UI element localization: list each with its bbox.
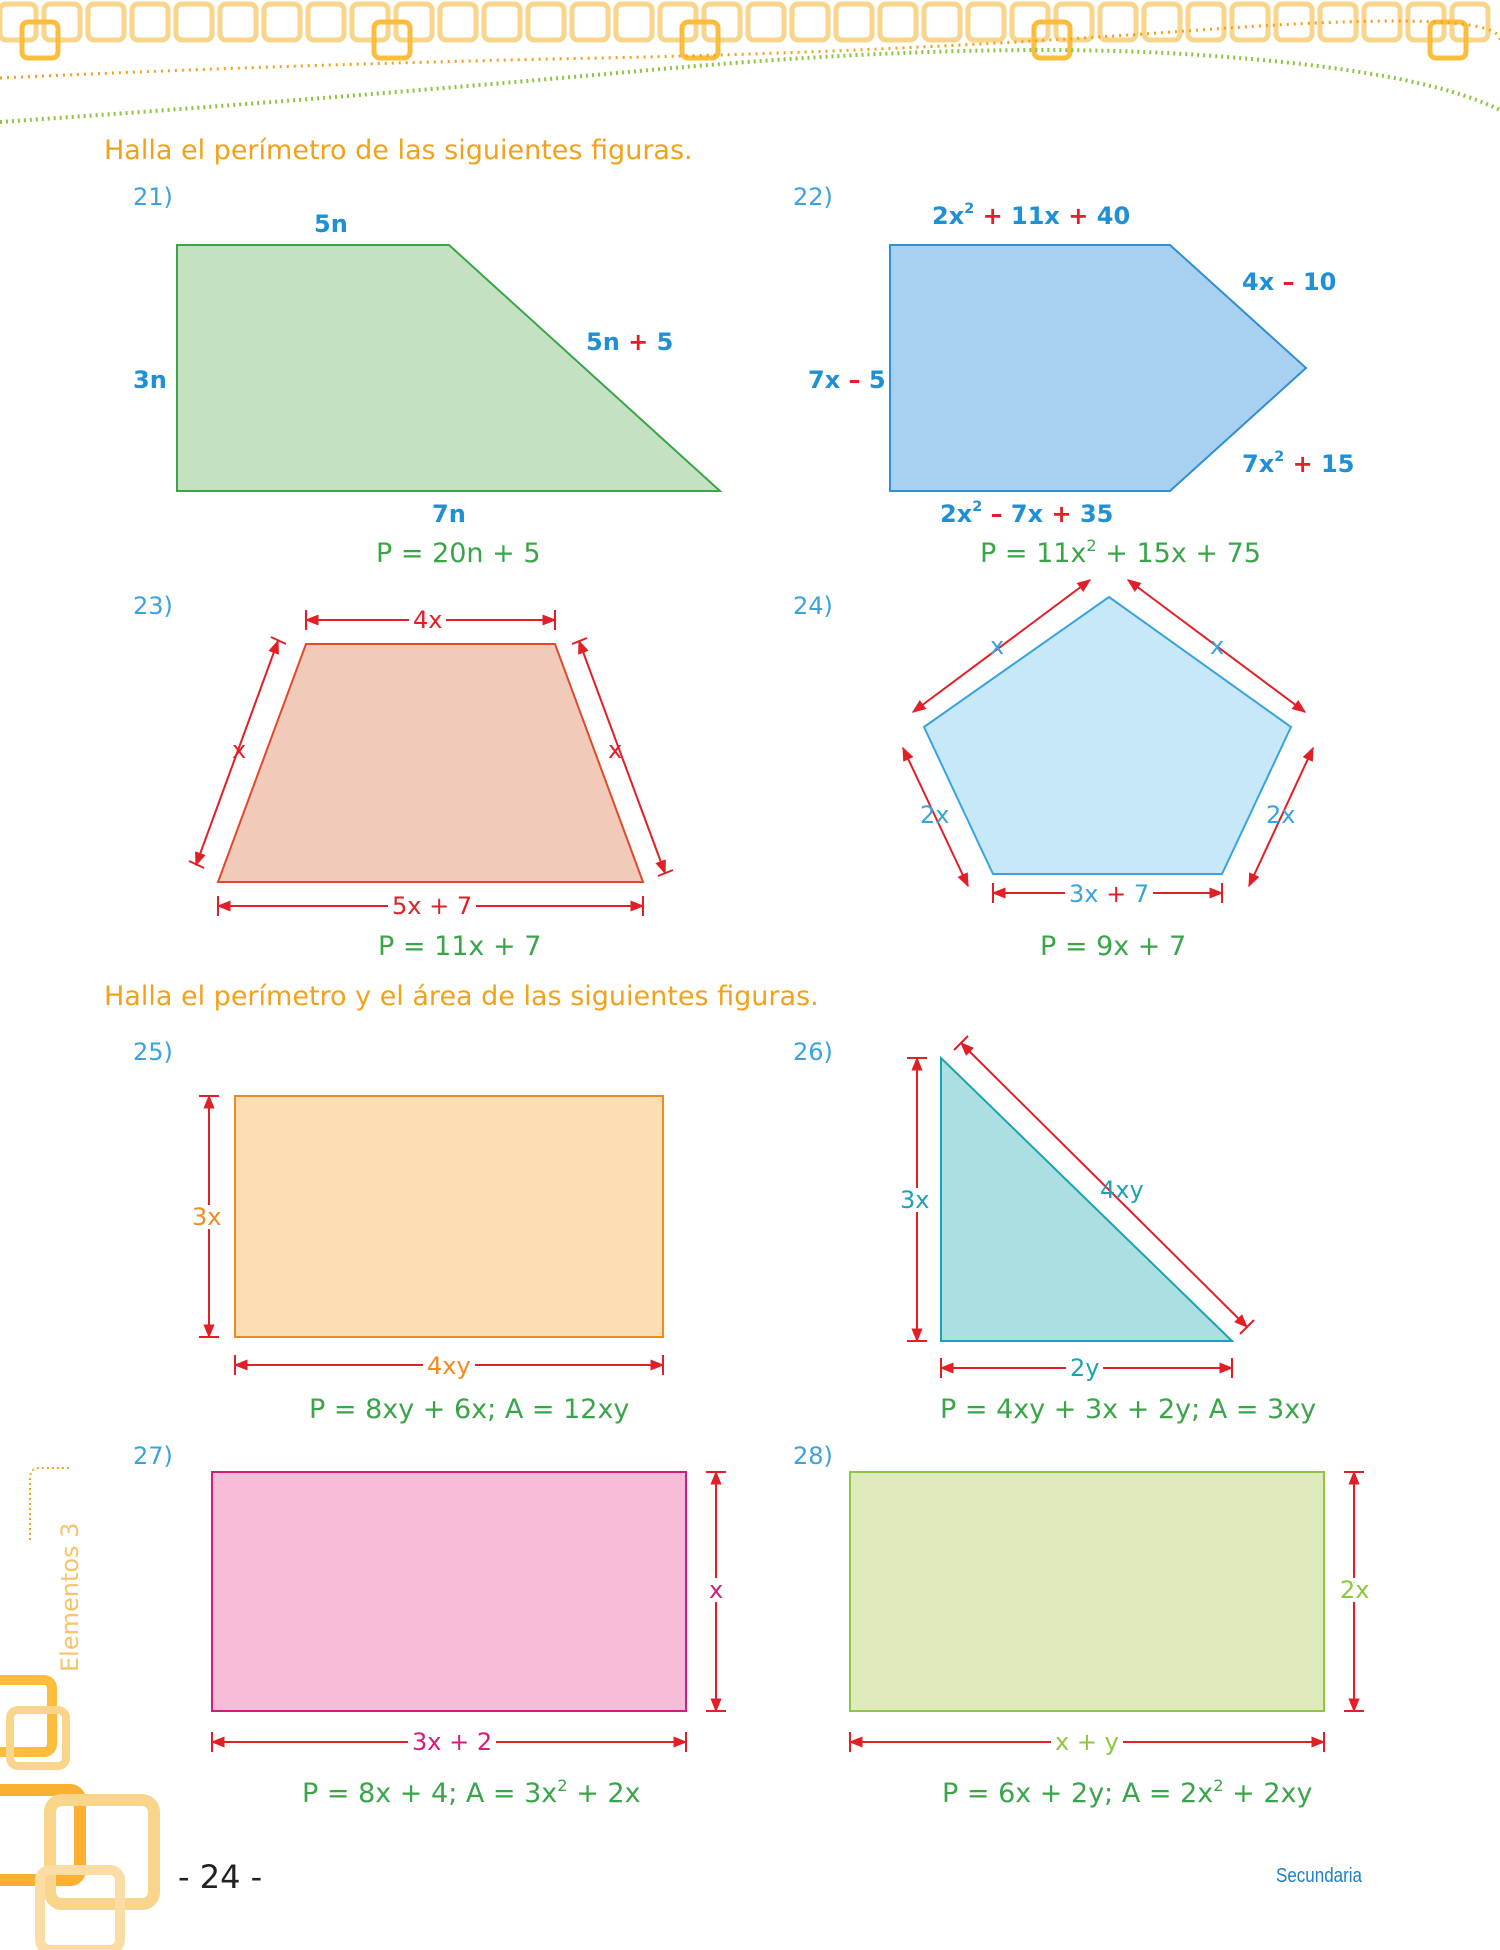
label-21-bottom: 7n xyxy=(432,500,466,528)
label-25-bottom: 4xy xyxy=(423,1354,475,1378)
book-title: Elementos 3 xyxy=(56,1522,84,1672)
header-decoration xyxy=(0,4,1500,122)
label-24-left: 2x xyxy=(920,801,950,829)
answer-26: P = 4xy + 3x + 2y; A = 3xy xyxy=(940,1394,1317,1425)
label-23-bottom: 5x + 7 xyxy=(388,894,476,918)
answer-25: P = 8xy + 6x; A = 12xy xyxy=(309,1394,630,1425)
figure-23-trapezoid xyxy=(218,644,643,882)
figure-25-rectangle xyxy=(235,1096,663,1337)
label-21-top: 5n xyxy=(314,210,348,238)
problem-number-22: 22) xyxy=(793,183,833,211)
label-22-bottom: $2x^2 - 7x + 35$ xyxy=(940,499,1114,528)
label-24-upper-left: x xyxy=(990,632,1005,660)
label-26-hypotenuse: 4xy xyxy=(1100,1176,1144,1204)
label-27-bottom: 3x + 2 xyxy=(408,1730,496,1754)
label-23-right: x xyxy=(608,736,623,764)
label-26-bottom: 2y xyxy=(1066,1356,1103,1380)
answer-24: P = 9x + 7 xyxy=(1040,931,1187,962)
answer-27: P = 8x + 4; $A = 3x^2 + 2x$ xyxy=(302,1776,641,1809)
figure-24-pentagon xyxy=(924,597,1291,874)
label-22-top: $2x^2 + 11x + 40$ xyxy=(932,201,1131,230)
problem-number-23: 23) xyxy=(133,592,173,620)
problem-number-25: 25) xyxy=(133,1038,173,1066)
problem-number-24: 24) xyxy=(793,592,833,620)
answer-22: $P = 11x^2 + 15x + 75$ xyxy=(980,536,1261,569)
label-23-left: x xyxy=(232,736,247,764)
figure-27-rectangle xyxy=(212,1472,686,1711)
label-27-side: x xyxy=(709,1576,724,1604)
label-28-bottom: x + y xyxy=(1051,1730,1123,1754)
label-24-bottom: 3x + 7 xyxy=(1065,882,1153,906)
instruction-perimeter: Halla el perímetro de las siguientes figuras. xyxy=(104,135,693,166)
label-24-right: 2x xyxy=(1266,801,1296,829)
problem-number-21: 21) xyxy=(133,183,173,211)
level-label: Secundaria xyxy=(1276,1865,1363,1887)
label-22-lower-right: $7x^2 + 15$ xyxy=(1242,449,1355,478)
label-24-upper-right: x xyxy=(1210,632,1225,660)
label-26-side: 3x xyxy=(900,1186,930,1214)
answer-28: P = 6x + 2y; $A = 2x^2 + 2xy$ xyxy=(942,1776,1313,1809)
page-number: - 24 - xyxy=(178,1858,263,1896)
answer-23: P = 11x + 7 xyxy=(378,931,542,962)
label-22-left: 7x – 5 xyxy=(808,366,886,394)
problem-number-26: 26) xyxy=(793,1038,833,1066)
instruction-perimeter-area: Halla el perímetro y el área de las siguientes figuras. xyxy=(104,981,819,1012)
label-21-left: 3n xyxy=(133,366,167,394)
figure-28-rectangle xyxy=(850,1472,1324,1711)
figure-21-trapezoid xyxy=(177,245,720,491)
label-22-upper-right: 4x – 10 xyxy=(1242,268,1337,296)
problem-number-27: 27) xyxy=(133,1442,173,1470)
label-25-side: 3x xyxy=(192,1203,222,1231)
answer-21: P = 20n + 5 xyxy=(376,538,541,569)
label-23-top: 4x xyxy=(409,608,446,632)
problem-number-28: 28) xyxy=(793,1442,833,1470)
label-21-slant: 5n + 5 xyxy=(586,328,674,356)
figure-26-triangle xyxy=(941,1058,1232,1341)
label-28-side: 2x xyxy=(1340,1576,1370,1604)
